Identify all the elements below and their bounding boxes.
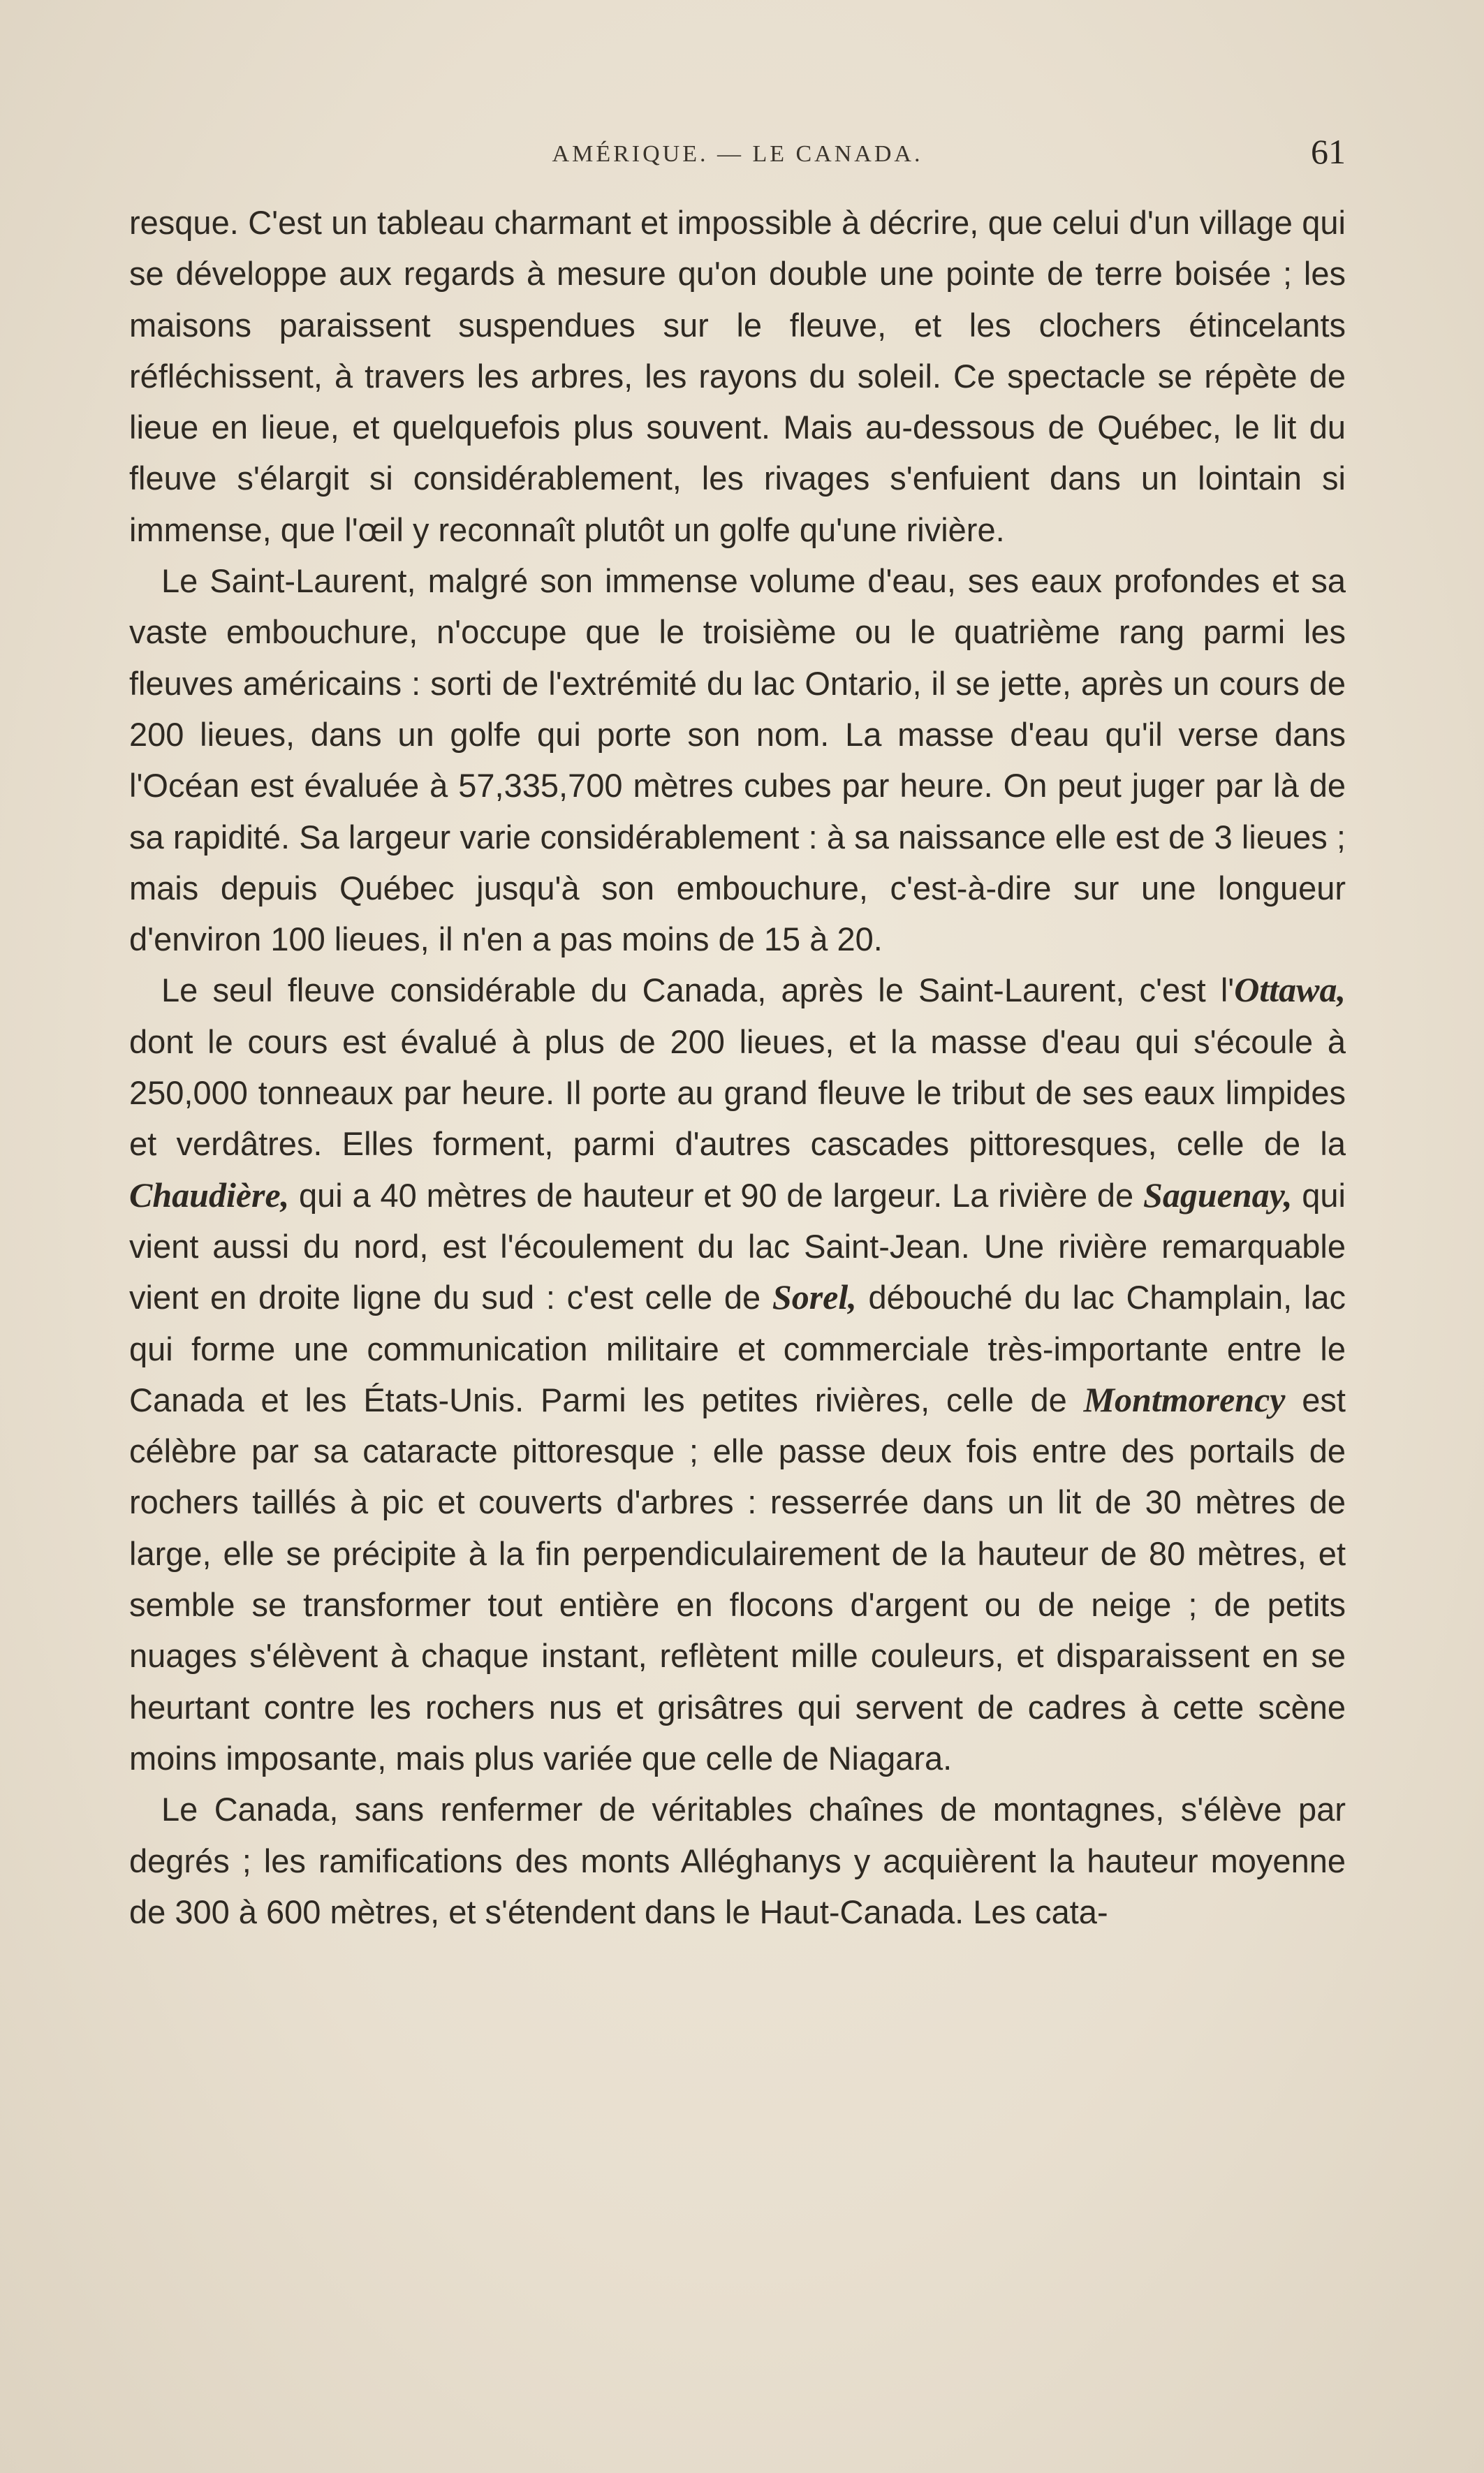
paragraph-3-text-a: Le seul fleuve considérable du Canada, après le Saint-Laurent, c'est l' bbox=[161, 971, 1235, 1009]
paragraph-3-text-e: débouché du lac Champlain, lac qui forme une communication militaire et commerciale très-importante entre le Canada et les États-Unis. Parmi les petites rivières, celle de bbox=[129, 1279, 1346, 1418]
river-name-sorel: Sorel, bbox=[772, 1277, 857, 1317]
page-number: 61 bbox=[1311, 132, 1346, 171]
running-title: AMÉRIQUE. — LE CANADA. bbox=[552, 141, 923, 167]
paragraph-3-text-c: qui a 40 mètres de hauteur et 90 de largeur. La rivière de bbox=[289, 1176, 1144, 1214]
river-name-saguenay: Saguenay, bbox=[1143, 1175, 1293, 1215]
paragraph-3-text-b: dont le cours est évalué à plus de 200 lieues, et la masse d'eau qui s'écoule à 250,000 tonneaux par heure. Il porte au grand fleuve le tribut de ses eaux limpides et verdâtres. Elles forment, parmi d'autres cascades pittoresques, celle de la bbox=[129, 1022, 1346, 1163]
paragraph-1-text: resque. C'est un tableau charmant et impossible à décrire, que celui d'un village qui se développe aux regards à mesure qu'on double une pointe de terre boisée ; les maisons paraissent suspendues sur le fleuve, et les clochers étincelants réfléchissent, à travers les arbres, les rayons du soleil. Ce spectacle se répète de lieue en lieue, et quelquefois plus souvent. Mais au-dessous de Québec, le lit du fleuve s'élargit si considérablement, les rivages s'enfuient dans un lointain si immense, que l'œil y reconnaît plutôt un golfe qu'une rivière. bbox=[129, 204, 1346, 548]
paragraph-3 bbox=[129, 964, 1346, 1784]
body-text bbox=[129, 197, 1346, 1937]
river-name-chaudiere: Chaudière, bbox=[129, 1175, 290, 1215]
paragraph-3-text-f: est célèbre par sa cataracte pittoresque ; elle passe deux fois entre des portails de rochers taillés à pic et couverts d'arbres : resserrée dans un lit de 30 mètres de large, elle se précipite à la fin perpendiculairement de la hauteur de 80 mètres, et semble se transformer tout entière en flocons d'argent ou de neige ; de petits nuages s'élèvent à chaque instant, reflètent mille couleurs, et disparaissent en se heurtant contre les rochers nus et grisâtres qui servent de cadres à cette scène moins imposante, mais plus variée que celle de Niagara. bbox=[129, 1381, 1346, 1777]
paragraph-2-text: Le Saint-Laurent, malgré son immense volume d'eau, ses eaux profondes et sa vaste embouchure, n'occupe que le troisième ou le quatrième rang parmi les fleuves américains : sorti de l'extrémité du lac Ontario, il se jette, après un cours de 200 lieues, dans un golfe qui porte son nom. La masse d'eau qu'il verse dans l'Océan est évaluée à 57,335,700 mètres cubes par heure. On peut juger par là de sa rapidité. Sa largeur varie considérablement : à sa naissance elle est de 3 lieues ; mais depuis Québec jusqu'à son embouchure, c'est-à-dire sur une longueur d'environ 100 lieues, il n'en a pas moins de 15 à 20. bbox=[129, 562, 1346, 958]
paragraph-3-text-d: qui vient aussi du nord, est l'écoulement du lac Saint-Jean. Une rivière remarquable vient en droite ligne du sud : c'est celle de bbox=[129, 1176, 1346, 1316]
river-name-montmorency: Montmorency bbox=[1083, 1379, 1286, 1419]
running-head bbox=[129, 131, 1346, 173]
paragraph-2 bbox=[129, 555, 1346, 964]
river-name-ottawa: Ottawa, bbox=[1234, 970, 1346, 1010]
paragraph-1 bbox=[129, 197, 1346, 555]
paragraph-4-text: Le Canada, sans renfermer de véritables chaînes de montagnes, s'élève par degrés ; les ramifications des monts Alléghanys y acquièrent la hauteur moyenne de 300 à 600 mètres, et s'étendent dans le Haut-Canada. Les cata- bbox=[129, 1791, 1346, 1930]
paragraph-4 bbox=[129, 1784, 1346, 1937]
